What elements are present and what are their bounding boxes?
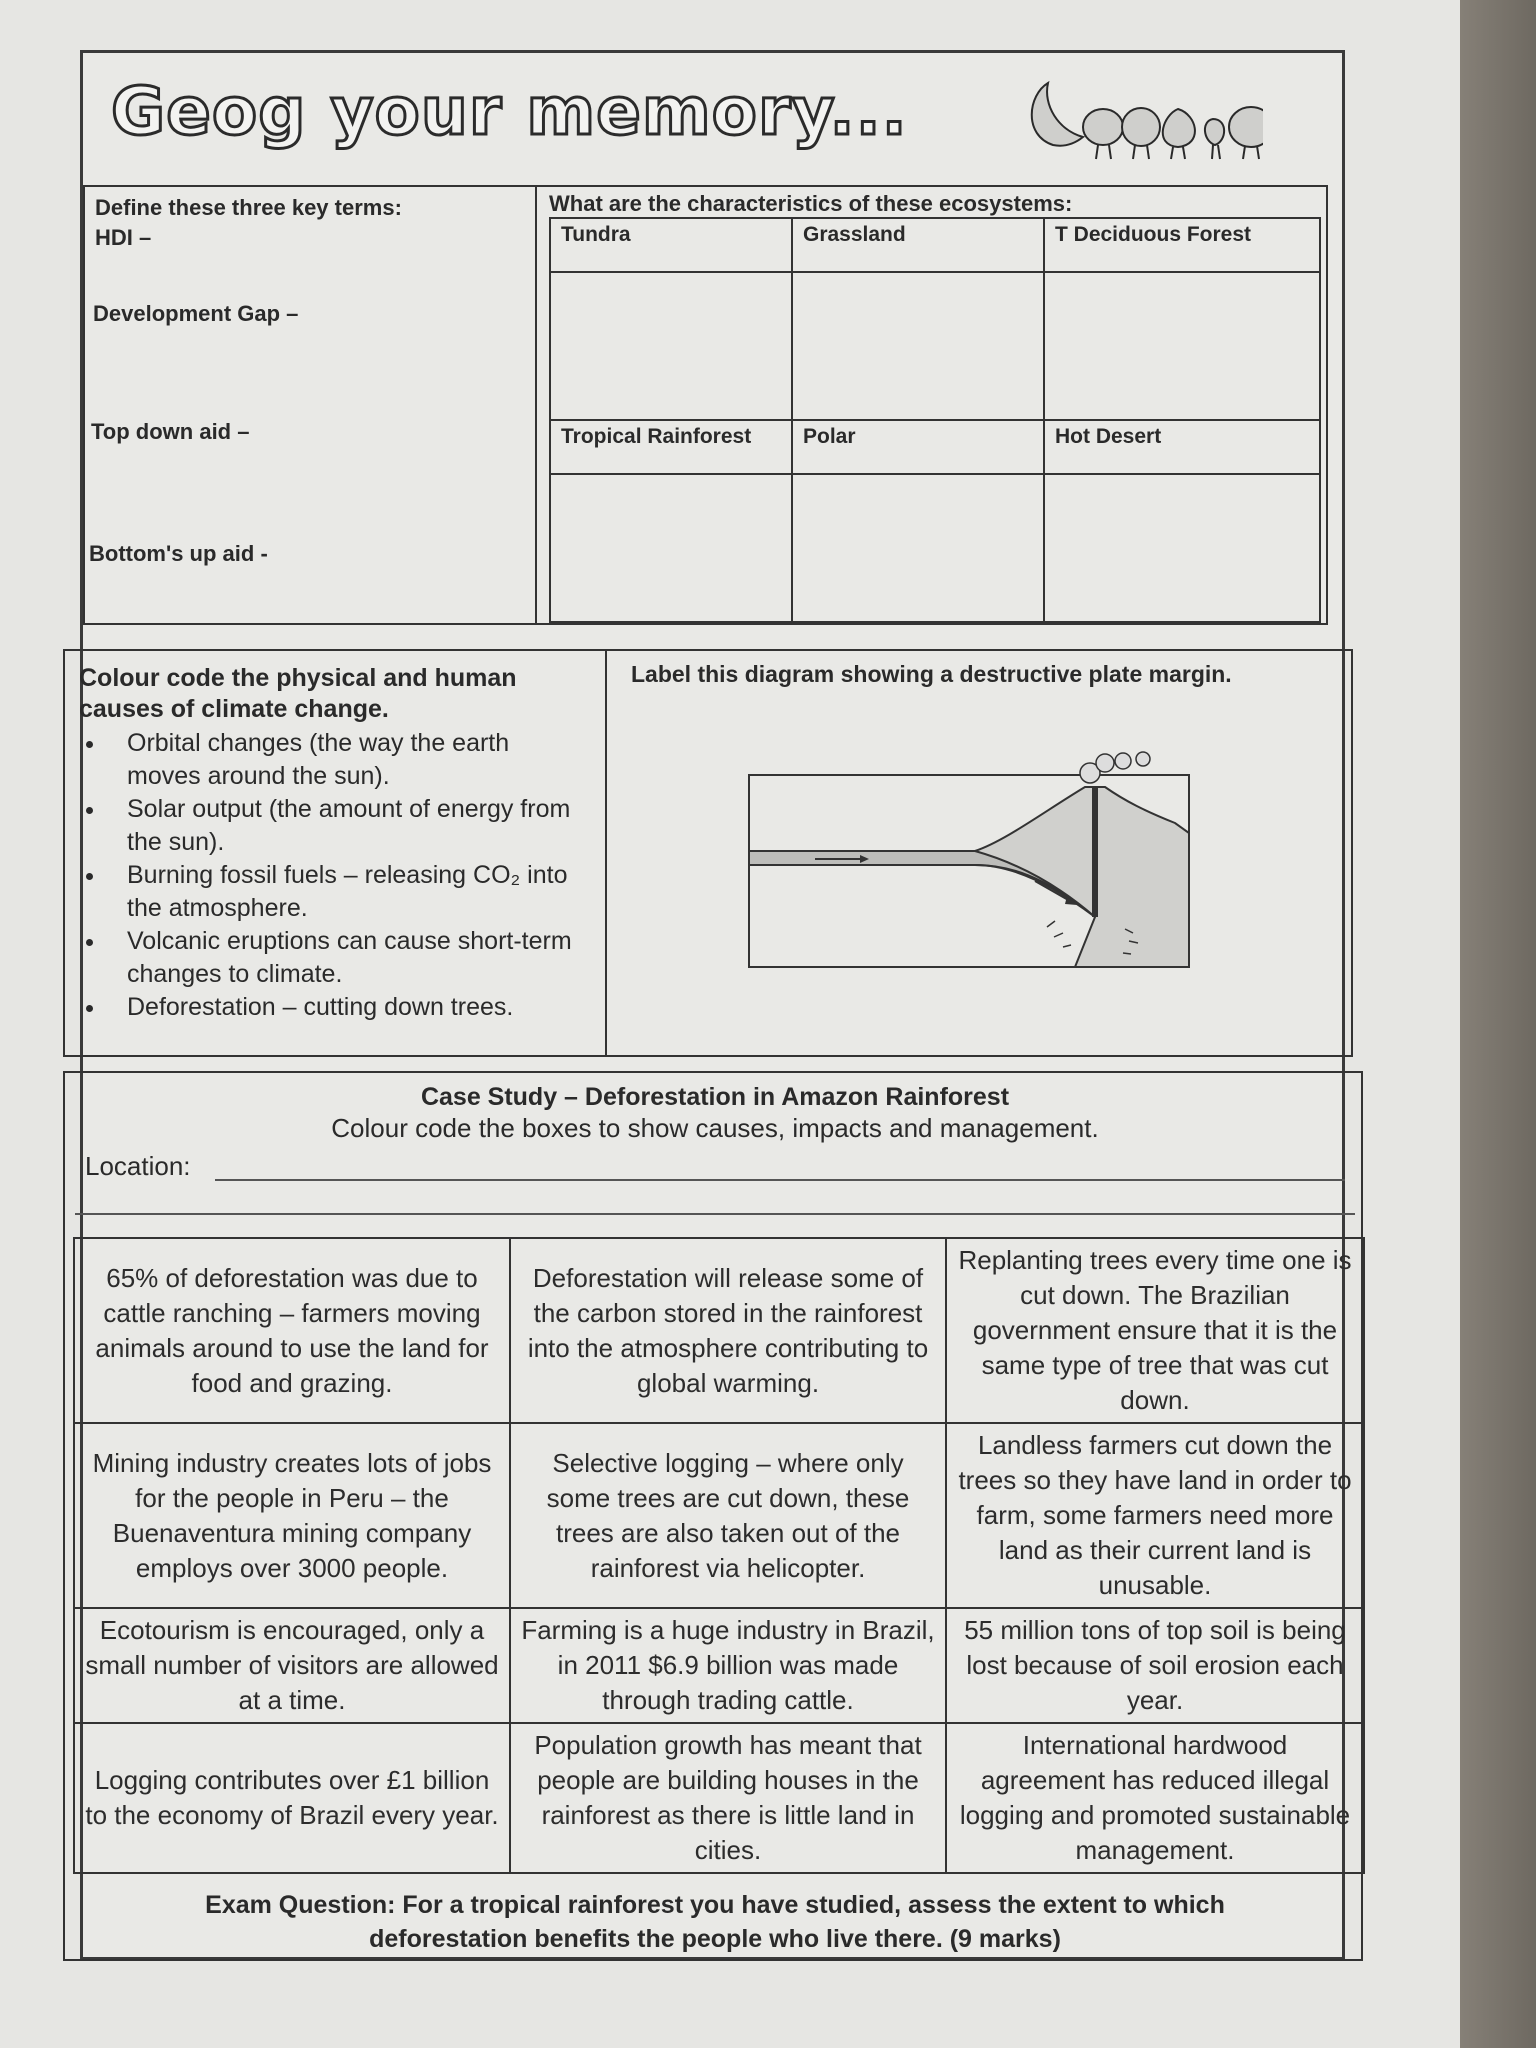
eco-deciduous-forest: T Deciduous Forest — [1044, 218, 1320, 272]
worksheet-border — [79, 50, 1352, 1960]
location-line[interactable] — [215, 1179, 1345, 1181]
case-study-title: Case Study – Deforestation in Amazon Rainforest — [420, 1083, 1010, 1111]
exam-question-line2: deforestation benefits the people who live there. (9 marks) — [369, 1925, 1061, 1953]
case-study-cell[interactable]: Selective logging – where only some trees are cut down, these trees are also taken out of the rainforest via helicopter. — [510, 1423, 946, 1608]
cause-item[interactable]: • Volcanic eruptions can cause short-term changes to climate. — [107, 925, 587, 991]
section-divider — [535, 187, 537, 623]
case-study-table — [73, 1237, 1365, 1874]
case-study-cell[interactable]: International hardwood agreement has reduced illegal logging and promoted sustainable management. — [946, 1723, 1364, 1873]
exam-question-line1: Exam Question: For a tropical rainforest you have studied, assess the extent to which — [205, 1891, 1225, 1919]
eco-tropical-rainforest: Tropical Rainforest — [550, 420, 792, 474]
cause-item[interactable]: • Burning fossil fuels – releasing CO₂ into the atmosphere. — [107, 859, 587, 925]
case-study-cell[interactable]: Logging contributes over £1 billion to the economy of Brazil every year. — [74, 1723, 510, 1873]
ecosystems-table — [549, 217, 1321, 623]
eco-cell[interactable] — [550, 272, 792, 420]
case-study-cell[interactable]: Landless farmers cut down the trees so they have land in order to farm, some farmers need more land as their current land is unusable. — [946, 1423, 1364, 1608]
cause-item[interactable]: • Solar output (the amount of energy from the sun). — [107, 793, 587, 859]
case-study-cell[interactable]: 55 million tons of top soil is being lost because of soil erosion each year. — [946, 1608, 1364, 1723]
climate-causes-list — [79, 727, 587, 1024]
climate-plate-section — [63, 649, 1353, 1057]
location-label: Location: — [85, 1151, 191, 1181]
destructive-plate-margin-diagram[interactable] — [745, 741, 1205, 971]
term-bottoms-up-aid: Bottom's up aid - — [89, 541, 268, 566]
cause-item[interactable]: • Deforestation – cutting down trees. — [107, 991, 587, 1024]
key-terms-heading: Define these three key terms: — [95, 195, 402, 220]
eco-cell[interactable] — [792, 474, 1044, 622]
location-line[interactable] — [75, 1213, 1355, 1215]
case-study-subtitle: Colour code the boxes to show causes, impacts and management. — [331, 1113, 1099, 1143]
eco-cell[interactable] — [1044, 272, 1320, 420]
worksheet-title: Geog your memory... — [111, 73, 908, 150]
case-study-cell[interactable]: Mining industry creates lots of jobs for the people in Peru – the Buenaventura mining company employs over 3000 people. — [74, 1423, 510, 1608]
eco-polar: Polar — [792, 420, 1044, 474]
term-hdi: HDI – — [95, 225, 152, 250]
case-study-cell[interactable]: 65% of deforestation was due to cattle ranching – farmers moving animals around to use the land for food and grazing. — [74, 1238, 510, 1423]
eco-cell[interactable] — [792, 272, 1044, 420]
eco-tundra: Tundra — [550, 218, 792, 272]
section-divider — [605, 651, 607, 1055]
ecosystems-heading: What are the characteristics of these ecosystems: — [549, 191, 1073, 216]
term-development-gap: Development Gap – — [93, 301, 299, 326]
case-study-cell[interactable]: Deforestation will release some of the carbon stored in the rainforest into the atmosphere contributing to global warming. — [510, 1238, 946, 1423]
case-study-cell[interactable]: Ecotourism is encouraged, only a small number of visitors are allowed at a time. — [74, 1608, 510, 1723]
eco-grassland: Grassland — [792, 218, 1044, 272]
eco-cell[interactable] — [550, 474, 792, 622]
eco-cell[interactable] — [1044, 474, 1320, 622]
key-terms-ecosystems-section — [83, 185, 1328, 625]
climate-heading: Colour code the physical and human causes of climate change. — [79, 664, 517, 723]
eco-hot-desert: Hot Desert — [1044, 420, 1320, 474]
case-study-cell[interactable]: Farming is a huge industry in Brazil, in 2011 $6.9 billion was made through trading cattle. — [510, 1608, 946, 1723]
vegetable-characters-illustration — [1013, 75, 1263, 165]
plate-heading: Label this diagram showing a destructive plate margin. — [631, 661, 1232, 687]
cause-item[interactable]: • Orbital changes (the way the earth moves around the sun). — [107, 727, 587, 793]
case-study-cell[interactable]: Replanting trees every time one is cut down. The Brazilian government ensure that it is the same type of tree that was cut down. — [946, 1238, 1364, 1423]
case-study-cell[interactable]: Population growth has meant that people are building houses in the rainforest as there is little land in cities. — [510, 1723, 946, 1873]
case-study-section — [63, 1071, 1363, 1961]
term-top-down-aid: Top down aid – — [91, 419, 250, 444]
